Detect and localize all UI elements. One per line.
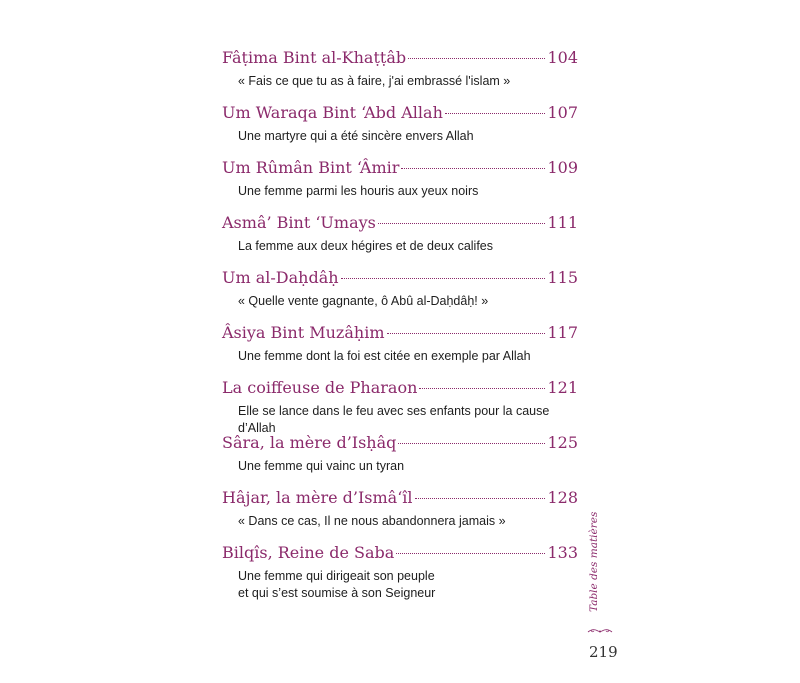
toc-entry bbox=[222, 322, 578, 377]
toc-entry bbox=[222, 47, 578, 102]
dot-leader bbox=[419, 387, 545, 389]
toc-entry-title: Fâṭima Bint al-Khaṭṭâb bbox=[222, 48, 407, 67]
dot-leader bbox=[408, 57, 545, 59]
toc-entry bbox=[222, 102, 578, 157]
toc-entry-subtitle-line-1: Une femme qui dirigeait son peuple bbox=[238, 569, 435, 583]
table-of-contents bbox=[222, 47, 578, 612]
toc-entry-page: 125 bbox=[547, 433, 578, 452]
toc-entry-subtitle: Une martyre qui a été sincère envers Allah bbox=[238, 129, 474, 143]
toc-entry-page: 107 bbox=[547, 103, 578, 122]
dot-leader bbox=[445, 112, 546, 114]
dot-leader bbox=[415, 497, 546, 499]
floral-ornament-icon bbox=[586, 627, 614, 635]
toc-entry bbox=[222, 212, 578, 267]
toc-entry-subtitle: « Quelle vente gagnante, ô Abû al-Daḥdâḥ! » bbox=[238, 294, 489, 308]
toc-entry-subtitle: « Dans ce cas, Il ne nous abandonnera jamais » bbox=[238, 514, 506, 528]
toc-entry-title-line bbox=[222, 487, 578, 509]
toc-entry-subtitle: Une femme dont la foi est citée en exemple par Allah bbox=[238, 349, 531, 363]
toc-entry-page: 109 bbox=[547, 158, 578, 177]
toc-entry-page: 104 bbox=[547, 48, 578, 67]
toc-entry-page: 115 bbox=[547, 268, 578, 287]
toc-entry bbox=[222, 487, 578, 542]
running-section-label: Table des matières bbox=[588, 511, 600, 612]
toc-entry-subtitle: Elle se lance dans le feu avec ses enfants pour la cause d’Allah bbox=[238, 404, 550, 435]
toc-entry-title: Asmâ’ Bint ‘Umays bbox=[222, 213, 376, 232]
toc-entry-title: La coiffeuse de Pharaon bbox=[222, 378, 418, 397]
toc-entry-title: Um Rûmân Bint ‘Âmir bbox=[222, 158, 400, 177]
toc-entry-page: 117 bbox=[547, 323, 578, 342]
toc-entry-subtitle: « Fais ce que tu as à faire, j'ai embrassé l'islam » bbox=[238, 74, 511, 88]
dot-leader bbox=[387, 332, 546, 334]
toc-entry-title: Um Waraqa Bint ‘Abd Allah bbox=[222, 103, 443, 122]
toc-entry-title-line bbox=[222, 47, 578, 69]
toc-entry-title: Âsiya Bint Muzâḥim bbox=[222, 323, 385, 342]
toc-entry-subtitle bbox=[238, 568, 578, 602]
toc-entry-title-line bbox=[222, 102, 578, 124]
toc-entry bbox=[222, 542, 578, 612]
toc-entry-page: 111 bbox=[547, 213, 578, 232]
toc-entry bbox=[222, 432, 578, 487]
toc-entry-subtitle: Une femme parmi les houris aux yeux noirs bbox=[238, 184, 479, 198]
toc-entry-subtitle-line-2: et qui s’est soumise à son Seigneur bbox=[238, 586, 436, 600]
dot-leader bbox=[398, 442, 545, 444]
dot-leader bbox=[341, 277, 546, 279]
page-number: 219 bbox=[589, 643, 618, 661]
toc-entry-subtitle: Une femme qui vainc un tyran bbox=[238, 459, 405, 473]
dot-leader bbox=[401, 167, 545, 169]
toc-entry-title-line bbox=[222, 212, 578, 234]
toc-entry bbox=[222, 267, 578, 322]
toc-entry-subtitle: La femme aux deux hégires et de deux califes bbox=[238, 239, 494, 253]
toc-entry-page: 133 bbox=[547, 543, 578, 562]
toc-entry-title-line bbox=[222, 157, 578, 179]
toc-entry-title: Bilqîs, Reine de Saba bbox=[222, 543, 395, 562]
toc-entry-title: Hâjar, la mère d’Ismâ‘îl bbox=[222, 488, 413, 507]
toc-entry-title-line bbox=[222, 267, 578, 289]
toc-entry-title: Um al-Daḥdâḥ bbox=[222, 268, 339, 287]
toc-entry-title-line bbox=[222, 432, 578, 454]
dot-leader bbox=[378, 222, 546, 224]
toc-entry bbox=[222, 157, 578, 212]
toc-entry-title-line bbox=[222, 322, 578, 344]
toc-entry-title: Sâra, la mère d’Isḥâq bbox=[222, 433, 397, 452]
toc-entry-title-line bbox=[222, 377, 578, 399]
toc-entry-page: 121 bbox=[547, 378, 578, 397]
toc-entry-page: 128 bbox=[547, 488, 578, 507]
toc-entry bbox=[222, 377, 578, 435]
dot-leader bbox=[396, 552, 545, 554]
toc-entry-title-line bbox=[222, 542, 578, 564]
